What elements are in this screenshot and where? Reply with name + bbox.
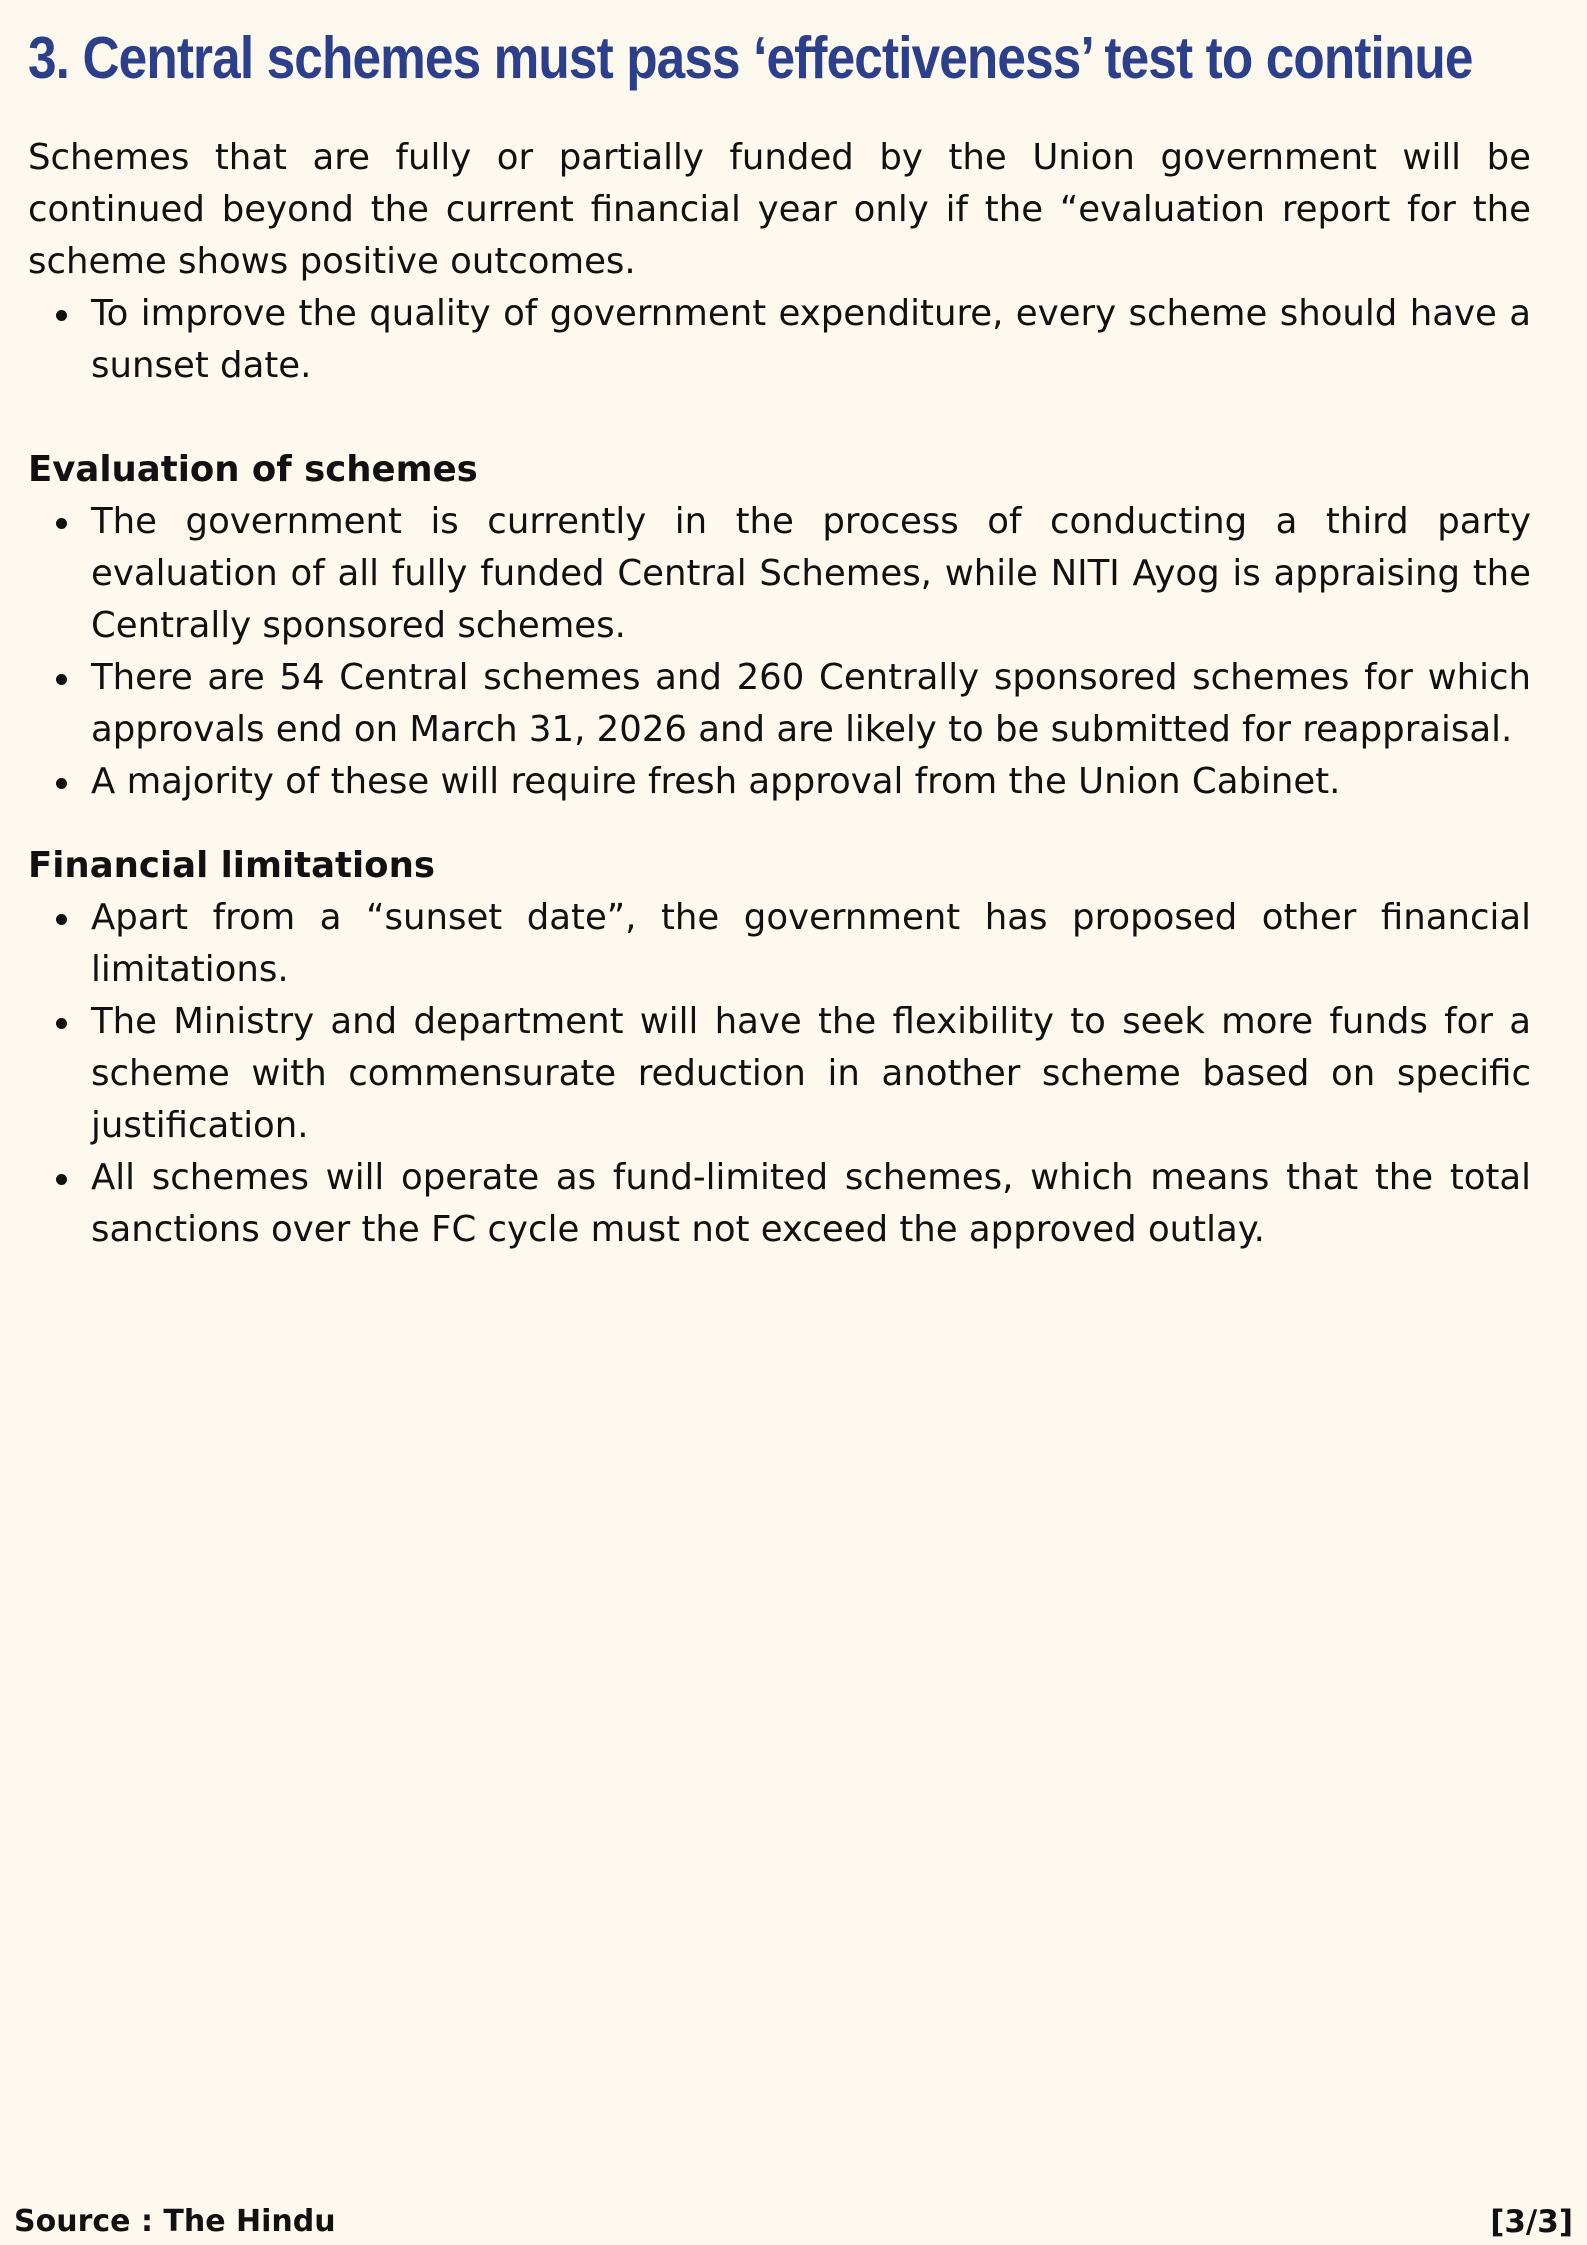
financial-bullet-list: [28, 892, 1531, 1256]
intro-bullet-list: [28, 288, 1531, 392]
list-item: The Ministry and department will have the flexibility to seek more funds for a scheme with commensurate reduction in another scheme based on specific justification.: [91, 996, 1531, 1152]
list-item: There are 54 Central schemes and 260 Centrally sponsored schemes for which approvals end on March 31, 2026 and are likely to be submitted for reappraisal.: [91, 652, 1531, 756]
source-credit: Source : The Hindu: [14, 2204, 336, 2239]
page-title: 3. Central schemes must pass ‘effectiveness’ test to continue: [28, 25, 1473, 91]
section-heading-evaluation: Evaluation of schemes: [28, 449, 478, 490]
intro-paragraph: Schemes that are fully or partially funded by the Union government will be continued beyond the current financial year only if the “evaluation report for the scheme shows positive outcomes.: [28, 137, 1531, 282]
page-indicator: [3/3]: [1490, 2204, 1573, 2240]
list-item: The government is currently in the process of conducting a third party evaluation of all fully funded Central Schemes, while NITI Ayog is appraising the Centrally sponsored schemes.: [91, 496, 1531, 652]
list-item: A majority of these will require fresh approval from the Union Cabinet.: [91, 756, 1531, 808]
list-item: Apart from a “sunset date”, the government has proposed other financial limitations.: [91, 892, 1531, 996]
article: [28, 0, 1531, 1256]
list-item: To improve the quality of government expenditure, every scheme should have a sunset date.: [91, 288, 1531, 392]
evaluation-bullet-list: [28, 496, 1531, 808]
section-heading-financial-limitations: Financial limitations: [28, 845, 435, 886]
list-item: All schemes will operate as fund-limited schemes, which means that the total sanctions over the FC cycle must not exceed the approved outlay.: [91, 1152, 1531, 1256]
